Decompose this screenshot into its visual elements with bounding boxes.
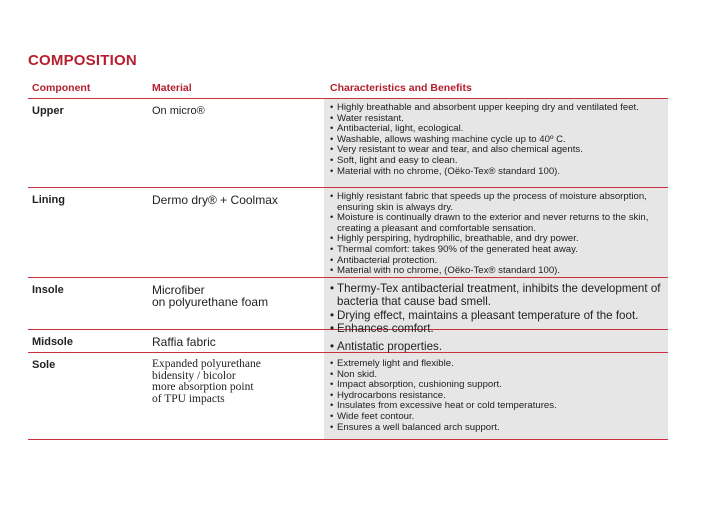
material-line: Microfiber xyxy=(152,283,205,297)
benefit-item: • Soft, light and easy to clean. xyxy=(330,156,668,167)
table-row-sole xyxy=(28,353,668,440)
material-cell xyxy=(146,330,324,352)
component-cell: Insole xyxy=(32,284,64,296)
benefit-item: • Washable, allows washing machine cycle up to 40º C. xyxy=(330,135,668,146)
benefit-item: • Ensures a well balanced arch support. xyxy=(330,423,668,434)
benefit-item: • Highly breathable and absorbent upper keeping dry and ventilated feet. xyxy=(330,103,668,114)
component-cell: Midsole xyxy=(32,336,73,348)
benefits-list xyxy=(330,359,668,433)
benefits-list xyxy=(330,340,668,353)
benefit-item: • Hydrocarbons resistance. xyxy=(330,391,668,402)
benefit-item: • Insulates from excessive heat or cold temperatures. xyxy=(330,401,668,412)
benefits-list xyxy=(330,103,668,177)
header-material: Material xyxy=(152,82,192,94)
material-cell xyxy=(146,278,324,329)
benefits-list xyxy=(330,192,668,277)
benefits-cell xyxy=(324,99,668,187)
benefit-item: • Drying effect, maintains a pleasant temperature of the foot. xyxy=(330,309,668,322)
table-row-lining xyxy=(28,188,668,278)
component-cell: Lining xyxy=(32,194,65,206)
benefit-item: • Non skid. xyxy=(330,370,668,381)
material-line: bidensity / bicolor xyxy=(152,369,236,382)
benefit-item: • Antistatic properties. xyxy=(330,340,668,353)
page-title: COMPOSITION xyxy=(28,52,137,69)
material-line: on polyurethane foam xyxy=(152,295,269,309)
table-header xyxy=(28,78,668,99)
benefit-item: • Extremely light and flexible. xyxy=(330,359,668,370)
benefit-item: • Thermy-Tex antibacterial treatment, inhibits the development of bacteria that cause bad smell. xyxy=(330,282,668,309)
benefit-item: • Antibacterial protection. xyxy=(330,256,668,267)
material-line: On micro® xyxy=(152,105,205,117)
benefit-item: • Very resistant to wear and tear, and also chemical agents. xyxy=(330,145,668,156)
material-line: of TPU impacts xyxy=(152,392,225,405)
benefit-item: • Material with no chrome, (Oëko-Tex® standard 100). xyxy=(330,167,668,178)
benefit-item: • Water resistant. xyxy=(330,114,668,125)
benefit-item: • Moisture is continually drawn to the exterior and never returns to the skin, creating a pleasant and comfortable sensation. xyxy=(330,213,668,234)
header-component: Component xyxy=(32,82,91,94)
material-line: more absorption point xyxy=(152,381,254,393)
benefits-cell xyxy=(324,188,668,277)
benefit-item: • Impact absorption, cushioning support. xyxy=(330,380,668,391)
benefit-item: • Antibacterial, light, ecological. xyxy=(330,124,668,135)
material-cell xyxy=(146,188,324,277)
benefit-item: • Wide feet contour. xyxy=(330,412,668,423)
material-cell xyxy=(146,353,324,439)
header-characteristics: Characteristics and Benefits xyxy=(330,82,472,94)
benefit-item: • Highly resistant fabric that speeds up the process of moisture absorption, ensuring skin is always dry. xyxy=(330,192,668,213)
component-cell: Upper xyxy=(32,105,64,117)
benefits-list xyxy=(330,282,668,336)
material-line: Expanded polyurethane xyxy=(152,358,261,370)
material-line: Dermo dry® + Coolmax xyxy=(152,193,278,207)
benefit-item: • Enhances comfort. xyxy=(330,322,668,335)
benefit-item: • Highly perspiring, hydrophilic, breathable, and dry power. xyxy=(330,234,668,245)
table-row-upper xyxy=(28,99,668,188)
composition-table xyxy=(28,78,668,440)
benefits-cell xyxy=(324,353,668,439)
table-row-insole xyxy=(28,278,668,336)
benefit-item: • Thermal comfort: takes 90% of the generated heat away. xyxy=(330,245,668,256)
benefit-item: • Material with no chrome, (Oëko-Tex® standard 100). xyxy=(330,266,668,277)
material-cell xyxy=(146,99,324,187)
component-cell: Sole xyxy=(32,359,56,371)
benefits-cell xyxy=(324,278,668,336)
material-line: Raffia fabric xyxy=(152,335,216,349)
